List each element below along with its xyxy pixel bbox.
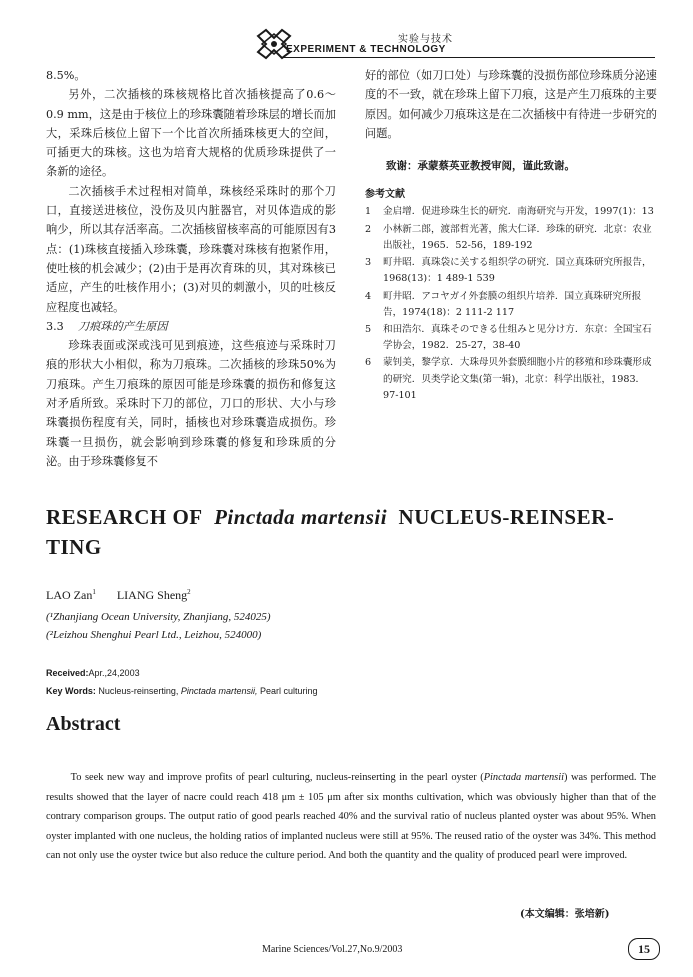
author: LIANG Sheng [116,588,188,602]
species-name: Pinctada martensii [214,505,388,529]
paragraph: 二次插核手术过程相对简单，珠核经采珠时的那个刀口，直接送进核位，没伤及贝内脏器官，对贝体造成的影响少，所以其存活率高。二次插核留核率高的可能原因有3点：(1)珠核直接插入珍珠囊，珍珠囊对珠核有抱紧作用，使吐核的机会减少；(2)由于是再次育珠的贝，其对珠核已适应，产生的吐核作用小；(3)对贝的刺激小，贝的吐核反应程度也减轻。 [46,184,336,314]
affiliation: (¹Zhanjiang Ocean University, Zhanjiang, 524025) [46,611,271,623]
english-title: RESEARCH OF Pinctada martensii NUCLEUS-REINSER- TING [46,505,615,559]
reference-item: 2 小林新二郎，渡部哲光著，熊大仁译．珍珠的研究．北京：农业出版社，1965．52-56，189-192 [365,223,652,251]
reference-item: 6 蒙钊美，黎学京．大珠母贝外套膜细胞小片的移殖和珍珠囊形成的研究．贝类学论文集(第一辑)，北京：科学出版社，1983．97-101 [365,357,652,401]
abstract-body: To seek new way and improve profits of pearl culturing, nucleus-reinserting in the pearl oyster (Pinctada martensii) was performed. The results showed that the layer of nacre could reach 418 μm ± 105 μm after six months cultivation, which was obviously higher than that of the contrary comparison groups. The output ratio of good pearls reached 40% and the survival ratio of nucleus planted oyster was about 95%. When oyster implanted with one nucleus, the holding ratios of implanted nucleus were still at 95%. The reused ratio of the oyster was 34%. This method can not only use the oyster twice but also reduce the culture period. And both the quantity and the quality of produced pearl were improved. [46,772,657,862]
reference-list [365,204,657,403]
paragraph: 8.5%。 [46,69,86,82]
page-number: 15 [628,938,660,960]
paragraph: 另外，二次插核的珠核规格比首次插核提高了0.6～0.9 mm，这是由于核位上的珍珠囊随着珍珠层的增长而加大，采珠后核位上留下一个比首次所插珠核更大的空间，可插更大的珠核。这也为培育大规格的优质珍珠提供了一条新的途径。 [46,88,336,179]
section-title: 刀痕珠的产生原因 [78,319,168,333]
reference-item: 5 和田浩尔．真珠そのできる仕组みと见分け方．东京：全国宝石学协会，1982．25-27，38-40 [365,323,652,352]
abstract-heading: Abstract [46,713,121,735]
paragraph: 珍珠表面或深或浅可见到痕迹，这些痕迹与采珠时刀痕的形状大小相似，称为刀痕珠。二次插核的珍珠50%为刀痕珠。产生刀痕珠的原因可能是珍珠囊的损伤和修复这对矛盾所致。采珠时下刀的部位，刀口的形状、大小与珍珠囊损伤程度有关，同时，插核也对珍珠囊造成损伤。珍珠囊一旦损伤，就会影响到珍珠囊的修复和珍珠质的分泌。由于珍珠囊修复不 [46,339,336,468]
references-heading: 参考文献 [365,189,405,201]
key-words: Key Words: Nucleus-reinserting, Pinctada martensii, Pearl culturing [46,686,318,696]
reference-item: 4 町井昭．アコヤガイ外套膜の组织片培养．国立真珠研究所报告，1974(18)：2 111-2 117 [365,290,642,318]
paragraph: 好的部位（如刀口处）与珍珠囊的没损伤部位珍珠质分泌速度的不一致，就在珍珠上留下刀痕，这是产生刀痕珠的主要原因。如何减少刀痕珠这是在二次插核中有待进一步研究的问题。 [365,69,657,140]
journal-footer: Marine Sciences/Vol.27,No.9/2003 [262,944,403,955]
section-heading [46,317,336,336]
authors: LAO Zan$^1$ LIANG Sheng$^2$ [46,588,191,602]
acknowledgement: 致谢：承蒙蔡英亚教授审阅，谨此致谢。 [386,160,575,173]
affiliation: (²Leizhou Shenghui Pearl Ltd., Leizhou, 524000) [46,629,262,641]
editor-note: (本文编辑：张培新) [520,909,610,920]
right-column [365,66,657,405]
section-header-cn: 实验与技术 [398,34,453,45]
section-header-en: EXPERIMENT & TECHNOLOGY [286,44,446,55]
author: LAO Zan [46,588,93,602]
reference-item: 3 町井昭．真珠袋に关する组织学の研究．国立真珠研究所报告，1968(13)：1 489-1 539 [365,257,652,285]
section-number: 3.3 [46,319,64,333]
left-column [46,66,336,471]
reference-item: 1 金启增．促进珍珠生长的研究．南海研究与开发，1997(1)：13 [365,206,654,218]
received-date: Received:Apr.,24,2003 [46,668,140,678]
header-rule [282,57,655,58]
